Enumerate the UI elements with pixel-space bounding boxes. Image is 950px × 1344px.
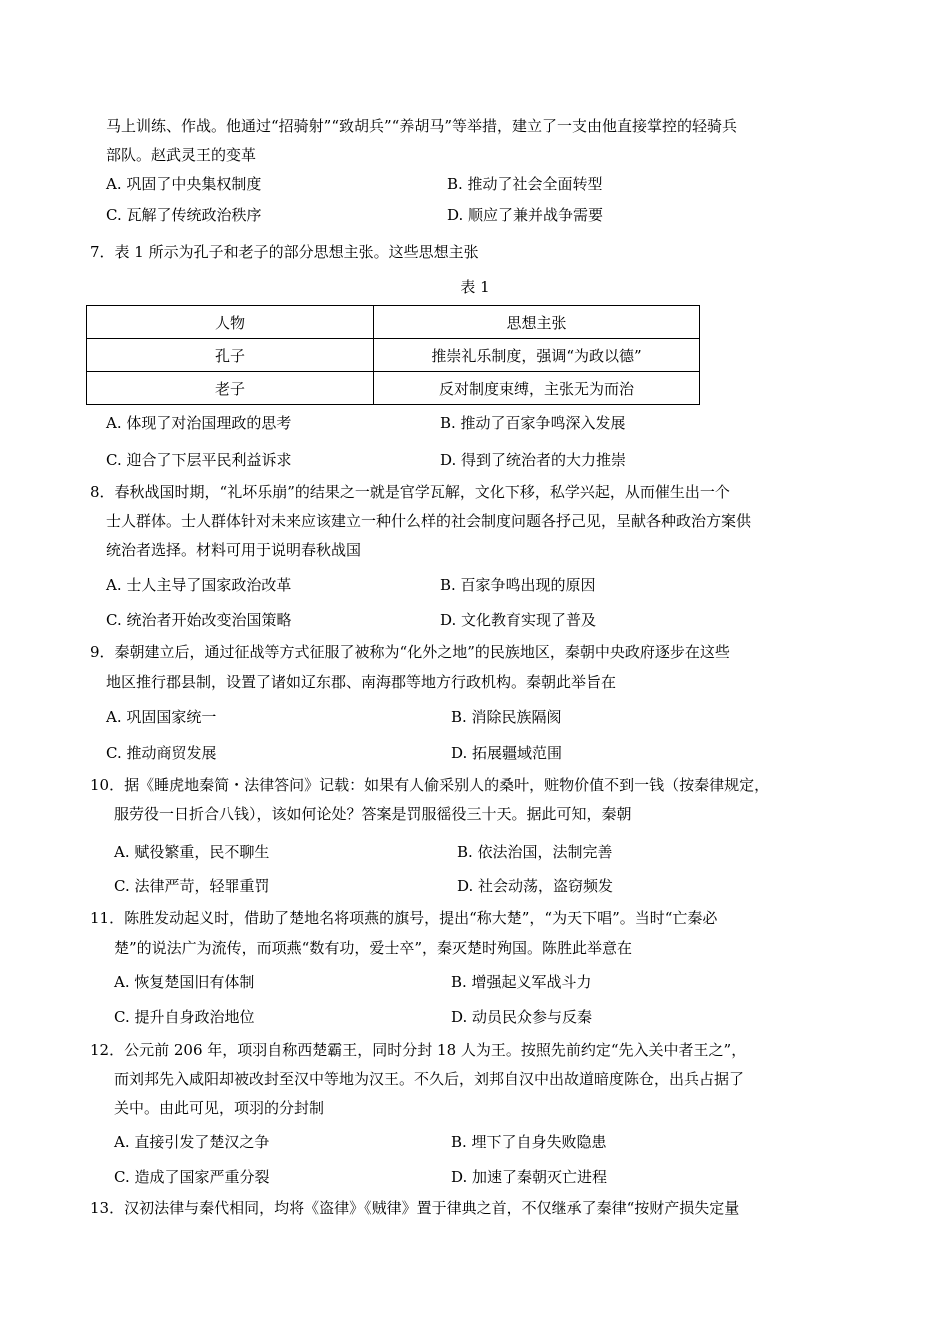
q8-option-d: D. 文化教育实现了普及 — [440, 611, 597, 629]
table-cell: 推崇礼乐制度，强调“为政以德” — [374, 339, 700, 372]
q7-stem: 7．表 1 所示为孔子和老子的部分思想主张。这些思想主张 — [90, 243, 479, 261]
q12-option-b: B. 埋下了自身失败隐患 — [451, 1133, 607, 1151]
q12-option-c: C. 造成了国家严重分裂 — [114, 1168, 270, 1186]
q11-option-b: B. 增强起义军战斗力 — [451, 973, 592, 991]
q12-stem-line-1: 12．公元前 206 年，项羽自称西楚霸王，同时分封 18 人为王。按照先前约定“先入关中者王之”， — [90, 1041, 747, 1059]
q10-stem-line-1: 10．据《睡虎地秦简・法律答问》记载：如果有人偷采别人的桑叶，赃物价值不到一钱（按秦律规定， — [90, 776, 770, 794]
q12-stem-line-2: 而刘邦先入咸阳却被改封至汉中等地为汉王。不久后，刘邦自汉中出故道暗度陈仓，出兵占据了 — [114, 1070, 745, 1088]
q10-option-b: B. 依法治国，法制完善 — [457, 843, 613, 861]
q6-option-c: C. 瓦解了传统政治秩序 — [106, 206, 262, 224]
q11-option-d: D. 动员民众参与反秦 — [451, 1008, 593, 1026]
q6-option-d: D. 顺应了兼并战争需要 — [447, 206, 604, 224]
q13-stem-line-1: 13．汉初法律与秦代相同，均将《盗律》《贼律》置于律典之首，不仅继承了秦律“按财产损失定量 — [90, 1199, 740, 1217]
q7-option-a: A. 体现了对治国理政的思考 — [106, 414, 292, 432]
q6-option-b: B. 推动了社会全面转型 — [447, 175, 603, 193]
q10-option-c: C. 法律严苛，轻罪重罚 — [114, 877, 270, 895]
q9-option-d: D. 拓展疆域范围 — [451, 744, 563, 762]
table-header-cell: 思想主张 — [374, 306, 700, 339]
q11-option-a: A. 恢复楚国旧有体制 — [114, 973, 255, 991]
q10-option-d: D. 社会动荡，盗窃频发 — [457, 877, 614, 895]
q9-option-c: C. 推动商贸发展 — [106, 744, 217, 762]
q7-option-d: D. 得到了统治者的大力推崇 — [440, 451, 627, 469]
q8-stem-line-3: 统治者选择。材料可用于说明春秋战国 — [106, 541, 362, 559]
q9-option-a: A. 巩固国家统一 — [106, 708, 217, 726]
table-cell: 反对制度束缚，主张无为而治 — [374, 372, 700, 405]
q8-stem-line-1: 8．春秋战国时期，“礼坏乐崩”的结果之一就是官学瓦解，文化下移，私学兴起，从而催生出一个 — [90, 483, 730, 501]
q11-stem-line-1: 11．陈胜发动起义时，借助了楚地名将项燕的旗号，提出“称大楚”，“为天下唱”。当时“亡秦必 — [90, 909, 718, 927]
q8-option-b: B. 百家争鸣出现的原因 — [440, 576, 596, 594]
q6-stem-line-1: 马上训练、作战。他通过“招骑射”“致胡兵”“养胡马”等举措，建立了一支由他直接掌控的轻骑兵 — [106, 117, 738, 135]
q12-stem-line-3: 关中。由此可见，项羽的分封制 — [114, 1099, 325, 1117]
q9-option-b: B. 消除民族隔阂 — [451, 708, 562, 726]
table-row — [87, 372, 700, 405]
q7-option-b: B. 推动了百家争鸣深入发展 — [440, 414, 626, 432]
q12-option-d: D. 加速了秦朝灭亡进程 — [451, 1168, 608, 1186]
q6-stem-line-2: 部队。赵武灵王的变革 — [106, 146, 257, 164]
q9-stem-line-2: 地区推行郡县制，设置了诸如辽东郡、南海郡等地方行政机构。秦朝此举旨在 — [106, 673, 617, 691]
thought-table — [86, 305, 700, 405]
q8-option-c: C. 统治者开始改变治国策略 — [106, 611, 292, 629]
table-cell: 孔子 — [87, 339, 374, 372]
table-cell: 老子 — [87, 372, 374, 405]
table-caption: 表 1 — [460, 278, 490, 296]
q6-option-a: A. 巩固了中央集权制度 — [106, 175, 262, 193]
table-header-row — [87, 306, 700, 339]
q8-option-a: A. 士人主导了国家政治改革 — [106, 576, 292, 594]
q7-option-c: C. 迎合了下层平民利益诉求 — [106, 451, 292, 469]
q10-option-a: A. 赋役繁重，民不聊生 — [114, 843, 270, 861]
q12-option-a: A. 直接引发了楚汉之争 — [114, 1133, 270, 1151]
q8-stem-line-2: 士人群体。士人群体针对未来应该建立一种什么样的社会制度问题各抒己见，呈献各种政治方案供 — [106, 512, 752, 530]
table-row — [87, 339, 700, 372]
table-header-cell: 人物 — [87, 306, 374, 339]
q11-stem-line-2: 楚”的说法广为流传，而项燕“数有功，爱士卒”，秦灭楚时殉国。陈胜此举意在 — [114, 939, 633, 957]
q10-stem-line-2: 服劳役一日折合八钱），该如何论处？答案是罚服徭役三十天。据此可知，秦朝 — [114, 805, 632, 823]
q9-stem-line-1: 9．秦朝建立后，通过征战等方式征服了被称为“化外之地”的民族地区，秦朝中央政府逐步在这些 — [90, 643, 730, 661]
q11-option-c: C. 提升自身政治地位 — [114, 1008, 255, 1026]
